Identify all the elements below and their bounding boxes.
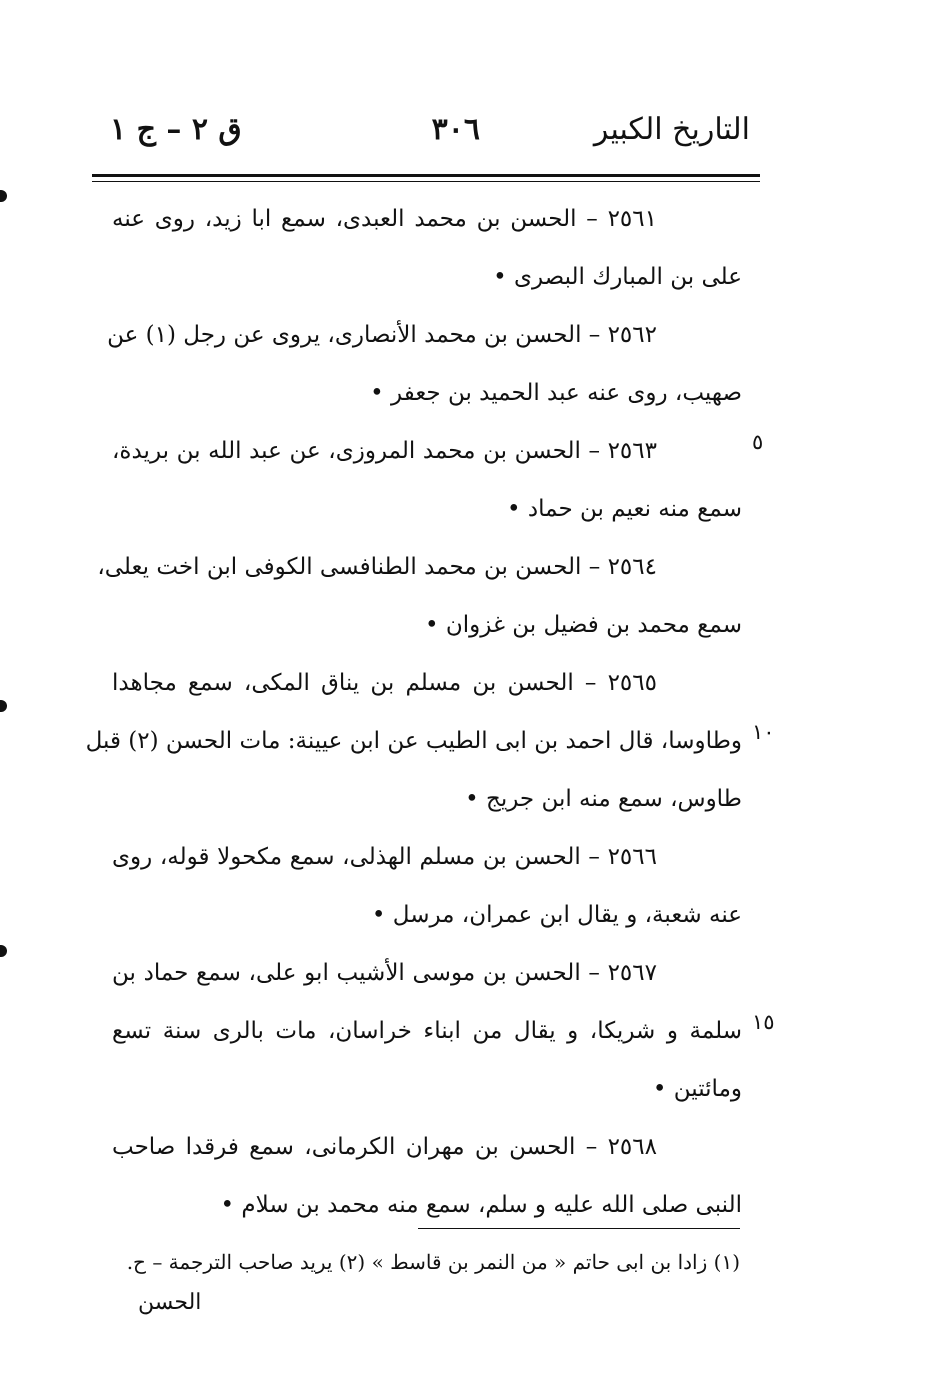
section-reference: ق ٢ – ج ١ xyxy=(110,112,242,147)
margin-mark xyxy=(0,700,7,712)
catchword: الحسن xyxy=(138,1290,202,1315)
header-rule-thin xyxy=(92,181,760,182)
entry-2564-line-1: ٢٥٦٤ – الحسن بن محمد الطنافسی الكوفی ابن اخت یعلی، xyxy=(97,554,657,580)
entry-2565-line-1: ٢٥٦٥ – الحسن بن مسلم بن یناق المكی، سمع مجاهدا xyxy=(112,670,657,696)
entry-2566-line-1: ٢٥٦٦ – الحسن بن مسلم الهذلی، سمع مكحولا قوله، روی xyxy=(112,844,657,870)
line-number-5: ٥ xyxy=(752,430,764,454)
entry-2567-line-3: ومائتین • xyxy=(652,1076,742,1102)
margin-mark xyxy=(0,190,7,202)
entry-2561-line-2: علی بن المبارك البصری • xyxy=(493,264,742,290)
entry-2568-line-2: النبی صلی الله علیه و سلم، سمع منه محمد بن سلام • xyxy=(220,1192,742,1218)
header-rule-thick xyxy=(92,174,760,177)
page-number: ٣٠٦ xyxy=(431,112,480,147)
entry-2568-line-1: ٢٥٦٨ – الحسن بن مهران الكرمانی، سمع فرقدا صاحب xyxy=(112,1134,657,1160)
book-title: التاريخ الكبير xyxy=(593,112,750,147)
entry-2567-line-1: ٢٥٦٧ – الحسن بن موسی الأشیب ابو علی، سمع حماد بن xyxy=(112,960,657,986)
entry-2564-line-2: سمع محمد بن فضیل بن غزوان • xyxy=(424,612,742,638)
line-number-15: ١٥ xyxy=(752,1010,775,1034)
entry-2563-line-1: ٢٥٦٣ – الحسن بن محمد المروزی، عن عبد الله بن بریدة، xyxy=(112,438,657,464)
main-text xyxy=(85,190,742,1234)
page-header xyxy=(110,112,750,162)
margin-mark xyxy=(0,945,7,957)
line-number-10: ١٠ xyxy=(752,720,775,744)
footnote-rule xyxy=(418,1228,740,1229)
entry-2561-line-1: ٢٥٦١ – الحسن بن محمد العبدی، سمع ابا زید، روی عنه xyxy=(112,206,657,232)
entry-2565-line-2: وطاوسا، قال احمد بن ابی الطیب عن ابن عیینة: مات الحسن (٢) قبل xyxy=(85,728,742,754)
entry-2563-line-2: سمع منه نعیم بن حماد • xyxy=(507,496,742,522)
entry-2562-line-1: ٢٥٦٢ – الحسن بن محمد الأنصاری، یروی عن رجل (١) عن xyxy=(107,322,657,348)
entry-2565-line-3: طاوس، سمع منه ابن جریج • xyxy=(465,786,742,812)
entry-2562-line-2: صهیب، روی عنه عبد الحمید بن جعفر • xyxy=(370,380,742,406)
footnote: (١) زادا بن ابی حاتم « من النمر بن قاسط » (٢) یرید صاحب الترجمة – ح. xyxy=(126,1250,740,1274)
entry-2567-line-2: سلمة و شریكا، و یقال من ابناء خراسان، مات بالری سنة تسع xyxy=(112,1018,742,1044)
entry-2566-line-2: عنه شعبة، و یقال ابن عمران، مرسل • xyxy=(371,902,742,928)
